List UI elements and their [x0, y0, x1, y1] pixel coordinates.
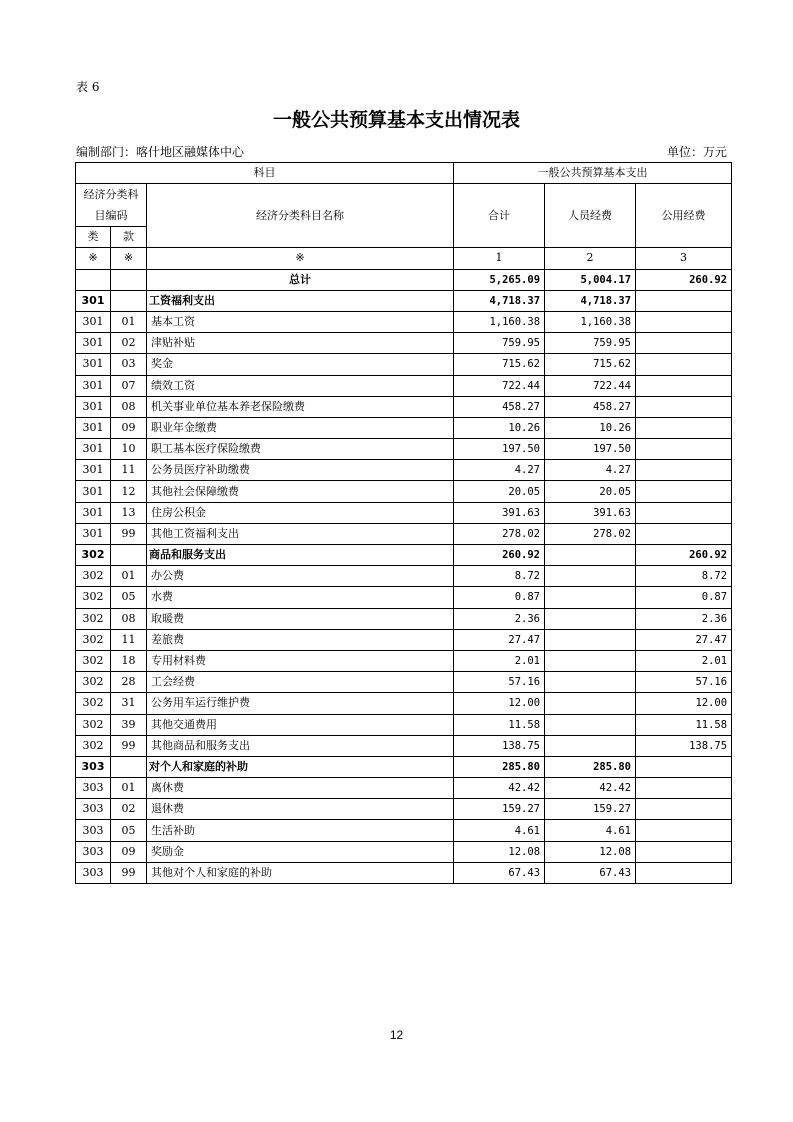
cell-personnel	[545, 735, 636, 756]
cell-name: 办公费	[147, 566, 454, 587]
cell-public	[636, 862, 732, 883]
cell-name: 公务员医疗补助缴费	[147, 460, 454, 481]
category-row	[76, 290, 732, 311]
cell-total: 27.47	[454, 629, 545, 650]
header-econ-name: 经济分类科目名称	[147, 184, 454, 248]
cell-public: 12.00	[636, 693, 732, 714]
cell-personnel	[545, 608, 636, 629]
header-row-4	[76, 248, 732, 269]
cell-personnel: 197.50	[545, 439, 636, 460]
cell-public	[636, 375, 732, 396]
cell-public	[636, 799, 732, 820]
cell-kuan: 18	[111, 650, 147, 671]
cell-personnel: 1,160.38	[545, 311, 636, 332]
cell-public	[636, 756, 732, 777]
cell-kuan	[111, 545, 147, 566]
cell-lei: 303	[76, 756, 111, 777]
cell-kuan: 09	[111, 417, 147, 438]
cell-kuan: 02	[111, 799, 147, 820]
cell-kuan: 28	[111, 672, 147, 693]
cell-personnel: 722.44	[545, 375, 636, 396]
grand-total-public: 260.92	[636, 269, 732, 290]
cell-kuan: 08	[111, 396, 147, 417]
cell-lei: 302	[76, 735, 111, 756]
cell-kuan: 09	[111, 841, 147, 862]
header-personnel: 人员经费	[545, 184, 636, 248]
cell-kuan: 08	[111, 608, 147, 629]
cell-lei: 303	[76, 799, 111, 820]
cell-total: 4.27	[454, 460, 545, 481]
cell-personnel: 715.62	[545, 354, 636, 375]
cell-lei: 302	[76, 587, 111, 608]
cell-public: 8.72	[636, 566, 732, 587]
cell-public	[636, 523, 732, 544]
cell-name: 水费	[147, 587, 454, 608]
cell-name: 取暖费	[147, 608, 454, 629]
cell-total: 391.63	[454, 502, 545, 523]
cell-lei: 302	[76, 545, 111, 566]
cell-name: 差旅费	[147, 629, 454, 650]
cell-public	[636, 502, 732, 523]
cell-name: 专用材料费	[147, 650, 454, 671]
cell-lei: 301	[76, 523, 111, 544]
empty-cell	[111, 269, 147, 290]
cell-name: 商品和服务支出	[147, 545, 454, 566]
cell-public: 11.58	[636, 714, 732, 735]
cell-personnel	[545, 714, 636, 735]
cell-total: 10.26	[454, 417, 545, 438]
cell-public	[636, 460, 732, 481]
page-title: 一般公共预算基本支出情况表	[272, 109, 520, 131]
cell-total: 458.27	[454, 396, 545, 417]
cell-personnel: 4.27	[545, 460, 636, 481]
cell-kuan: 01	[111, 778, 147, 799]
cell-name: 工资福利支出	[147, 290, 454, 311]
table-row	[76, 354, 732, 375]
cell-kuan: 99	[111, 862, 147, 883]
cell-personnel: 10.26	[545, 417, 636, 438]
table-row	[76, 481, 732, 502]
cell-lei: 303	[76, 841, 111, 862]
cell-total: 8.72	[454, 566, 545, 587]
cell-total: 159.27	[454, 799, 545, 820]
cell-personnel: 759.95	[545, 333, 636, 354]
table-row	[76, 629, 732, 650]
cell-kuan: 12	[111, 481, 147, 502]
cell-personnel: 4,718.37	[545, 290, 636, 311]
cell-public: 260.92	[636, 545, 732, 566]
table-row	[76, 375, 732, 396]
cell-kuan: 11	[111, 629, 147, 650]
cell-personnel: 391.63	[545, 502, 636, 523]
cell-kuan: 99	[111, 523, 147, 544]
cell-lei: 301	[76, 460, 111, 481]
cell-name: 其他商品和服务支出	[147, 735, 454, 756]
cell-kuan: 01	[111, 311, 147, 332]
cell-public	[636, 820, 732, 841]
cell-kuan: 05	[111, 587, 147, 608]
header-lei: 类	[76, 227, 111, 248]
cell-public	[636, 778, 732, 799]
cell-lei: 302	[76, 672, 111, 693]
cell-name: 其他交通费用	[147, 714, 454, 735]
cell-public	[636, 311, 732, 332]
cell-personnel: 12.08	[545, 841, 636, 862]
grand-total-personnel: 5,004.17	[545, 269, 636, 290]
cell-kuan: 01	[111, 566, 147, 587]
cell-name: 其他社会保障缴费	[147, 481, 454, 502]
cell-public	[636, 481, 732, 502]
cell-total: 715.62	[454, 354, 545, 375]
cell-kuan: 99	[111, 735, 147, 756]
cell-personnel: 42.42	[545, 778, 636, 799]
column-index-2: 2	[545, 248, 636, 269]
cell-total: 20.05	[454, 481, 545, 502]
table-body	[76, 163, 732, 884]
cell-kuan: 03	[111, 354, 147, 375]
empty-cell	[76, 269, 111, 290]
cell-public	[636, 417, 732, 438]
table-row	[76, 587, 732, 608]
cell-lei: 301	[76, 375, 111, 396]
cell-total: 278.02	[454, 523, 545, 544]
cell-name: 绩效工资	[147, 375, 454, 396]
column-index-1: 1	[454, 248, 545, 269]
table-row	[76, 502, 732, 523]
cell-total: 0.87	[454, 587, 545, 608]
cell-personnel: 285.80	[545, 756, 636, 777]
column-index-3: 3	[636, 248, 732, 269]
cell-kuan: 31	[111, 693, 147, 714]
header-total: 合计	[454, 184, 545, 248]
table-row	[76, 799, 732, 820]
cell-lei: 303	[76, 820, 111, 841]
cell-name: 其他对个人和家庭的补助	[147, 862, 454, 883]
unit-label: 单位：万元	[666, 145, 727, 159]
cell-lei: 301	[76, 417, 111, 438]
cell-public	[636, 841, 732, 862]
mark-cell: ※	[147, 248, 454, 269]
cell-lei: 302	[76, 714, 111, 735]
header-kuan: 款	[111, 227, 147, 248]
cell-total: 197.50	[454, 439, 545, 460]
cell-lei: 302	[76, 650, 111, 671]
cell-total: 260.92	[454, 545, 545, 566]
cell-name: 工会经费	[147, 672, 454, 693]
cell-total: 42.42	[454, 778, 545, 799]
cell-name: 津贴补贴	[147, 333, 454, 354]
header-row-2	[76, 184, 732, 227]
cell-total: 2.01	[454, 650, 545, 671]
cell-total: 2.36	[454, 608, 545, 629]
table-row	[76, 672, 732, 693]
cell-total: 67.43	[454, 862, 545, 883]
cell-name: 其他工资福利支出	[147, 523, 454, 544]
table-row	[76, 396, 732, 417]
cell-name: 机关事业单位基本养老保险缴费	[147, 396, 454, 417]
header-row-1	[76, 163, 732, 184]
grand-total-label: 总计	[147, 269, 454, 290]
cell-name: 基本工资	[147, 311, 454, 332]
cell-public	[636, 396, 732, 417]
cell-personnel: 4.61	[545, 820, 636, 841]
cell-kuan: 05	[111, 820, 147, 841]
cell-public: 0.87	[636, 587, 732, 608]
category-row	[76, 545, 732, 566]
grand-total-total: 5,265.09	[454, 269, 545, 290]
cell-public	[636, 333, 732, 354]
table-row	[76, 820, 732, 841]
cell-lei: 301	[76, 396, 111, 417]
cell-lei: 301	[76, 290, 111, 311]
cell-public: 2.01	[636, 650, 732, 671]
cell-kuan: 07	[111, 375, 147, 396]
cell-name: 对个人和家庭的补助	[147, 756, 454, 777]
category-row	[76, 756, 732, 777]
cell-lei: 301	[76, 502, 111, 523]
cell-personnel: 458.27	[545, 396, 636, 417]
table-row	[76, 439, 732, 460]
header-budget-group: 一般公共预算基本支出	[454, 163, 732, 184]
cell-kuan: 13	[111, 502, 147, 523]
cell-personnel	[545, 650, 636, 671]
cell-name: 生活补助	[147, 820, 454, 841]
cell-total: 4.61	[454, 820, 545, 841]
table-row	[76, 862, 732, 883]
cell-kuan	[111, 290, 147, 311]
cell-kuan	[111, 756, 147, 777]
cell-personnel	[545, 566, 636, 587]
table-number: 表 6	[76, 80, 100, 94]
cell-name: 奖励金	[147, 841, 454, 862]
cell-total: 1,160.38	[454, 311, 545, 332]
cell-public: 27.47	[636, 629, 732, 650]
cell-name: 离休费	[147, 778, 454, 799]
cell-personnel: 67.43	[545, 862, 636, 883]
cell-lei: 302	[76, 608, 111, 629]
cell-personnel	[545, 545, 636, 566]
cell-public	[636, 354, 732, 375]
cell-lei: 301	[76, 481, 111, 502]
cell-name: 职业年金缴费	[147, 417, 454, 438]
cell-lei: 301	[76, 439, 111, 460]
cell-lei: 301	[76, 311, 111, 332]
cell-public: 138.75	[636, 735, 732, 756]
cell-total: 138.75	[454, 735, 545, 756]
cell-personnel	[545, 693, 636, 714]
cell-lei: 303	[76, 862, 111, 883]
budget-table	[75, 162, 732, 884]
cell-kuan: 39	[111, 714, 147, 735]
cell-name: 公务用车运行维护费	[147, 693, 454, 714]
cell-kuan: 02	[111, 333, 147, 354]
cell-lei: 302	[76, 566, 111, 587]
cell-name: 奖金	[147, 354, 454, 375]
table-row	[76, 460, 732, 481]
cell-name: 职工基本医疗保险缴费	[147, 439, 454, 460]
cell-total: 4,718.37	[454, 290, 545, 311]
header-public: 公用经费	[636, 184, 732, 248]
cell-public	[636, 439, 732, 460]
table-row	[76, 735, 732, 756]
cell-personnel	[545, 629, 636, 650]
table-row	[76, 333, 732, 354]
cell-total: 722.44	[454, 375, 545, 396]
mark-cell: ※	[111, 248, 147, 269]
cell-public	[636, 290, 732, 311]
cell-total: 759.95	[454, 333, 545, 354]
mark-cell: ※	[76, 248, 111, 269]
cell-personnel	[545, 587, 636, 608]
table-row	[76, 650, 732, 671]
cell-lei: 302	[76, 693, 111, 714]
cell-lei: 301	[76, 333, 111, 354]
cell-lei: 301	[76, 354, 111, 375]
cell-lei: 303	[76, 778, 111, 799]
department-label: 编制部门：喀什地区融媒体中心	[76, 145, 245, 159]
cell-personnel	[545, 672, 636, 693]
header-econ-code: 经济分类科目编码	[76, 184, 147, 227]
cell-personnel: 20.05	[545, 481, 636, 502]
table-row	[76, 523, 732, 544]
cell-total: 12.00	[454, 693, 545, 714]
cell-kuan: 11	[111, 460, 147, 481]
cell-total: 285.80	[454, 756, 545, 777]
cell-public: 2.36	[636, 608, 732, 629]
table-row	[76, 566, 732, 587]
cell-kuan: 10	[111, 439, 147, 460]
cell-name: 住房公积金	[147, 502, 454, 523]
cell-personnel: 159.27	[545, 799, 636, 820]
page-number: 12	[389, 1028, 404, 1042]
table-row	[76, 693, 732, 714]
grand-total-row	[76, 269, 732, 290]
table-row	[76, 417, 732, 438]
table-row	[76, 778, 732, 799]
table-row	[76, 608, 732, 629]
cell-name: 退休费	[147, 799, 454, 820]
cell-public: 57.16	[636, 672, 732, 693]
header-subject: 科目	[76, 163, 454, 184]
cell-total: 57.16	[454, 672, 545, 693]
table-row	[76, 841, 732, 862]
cell-total: 12.08	[454, 841, 545, 862]
cell-total: 11.58	[454, 714, 545, 735]
cell-personnel: 278.02	[545, 523, 636, 544]
table-row	[76, 714, 732, 735]
cell-lei: 302	[76, 629, 111, 650]
table-row	[76, 311, 732, 332]
